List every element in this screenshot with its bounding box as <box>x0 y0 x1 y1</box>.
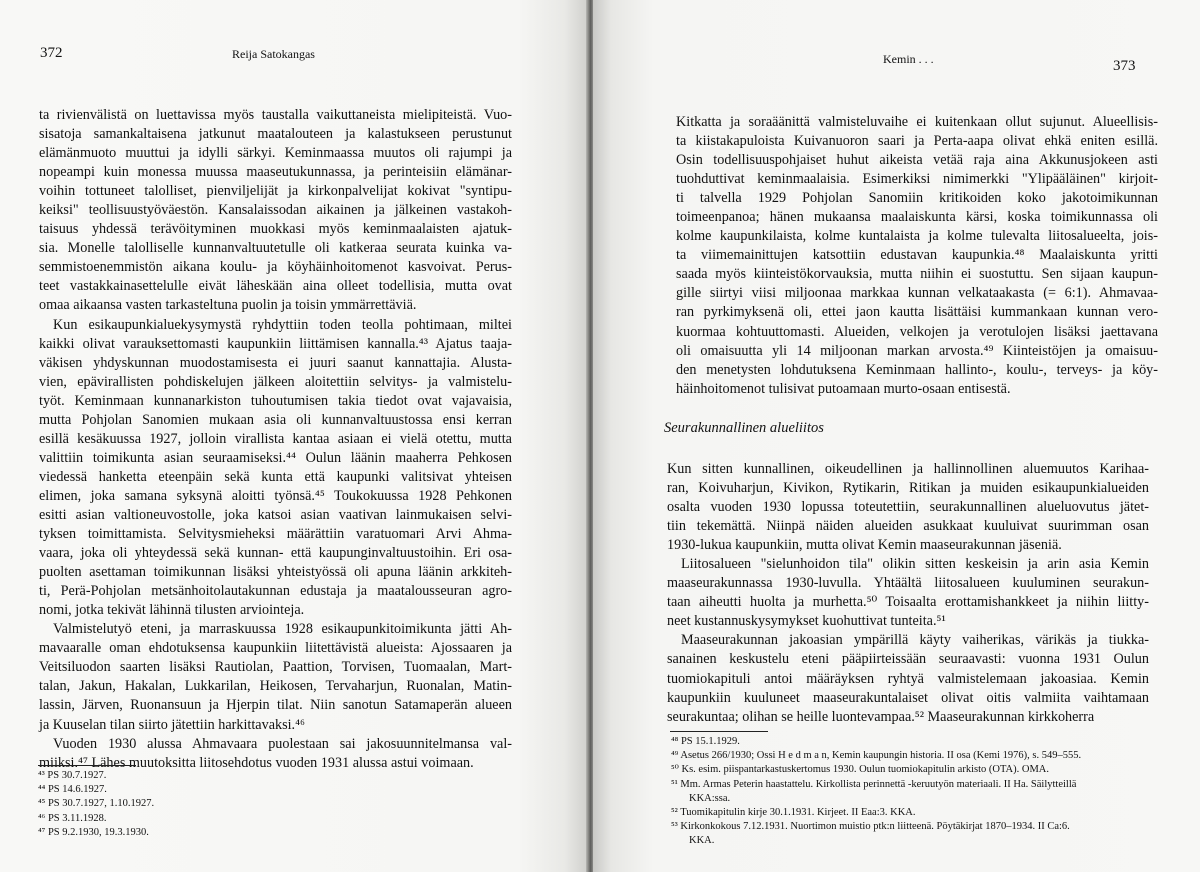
body-text <box>39 106 512 773</box>
text-line: semmistoenemmistön aikana koulu- ja köyhäinhoitomenot kasvoivat. Perus- <box>39 259 512 276</box>
text-line: Kitkatta ja soraäänittä valmisteluvaihe ei kuitenkaan ollut sujunut. Alueellisis- <box>676 114 1158 130</box>
text-line: sia. Monelle talolliselle kunnanvaltuutetulle oli katkeraa seurata kuinka va- <box>39 240 512 257</box>
text-line: saada myös kiinteistökorvauksia, mutta niihin ei suostuttu. Sen sijaan kaupun- <box>676 266 1158 283</box>
text-line: Osin todellisuuspohjaiset huhut aikeista vetää raja aina Akkunusjokeen asti <box>676 152 1158 169</box>
text-line: kolme kaupunkilaista, kolme kuntalaista ja kolme tulevalta liitosalueelta, jois- <box>676 228 1158 245</box>
running-head: Reija Satokangas <box>232 47 315 61</box>
text-line: 1930-lukua kaupunkiin, mutta olivat Kemin maaseurakunnan jäseniä. <box>667 537 1062 554</box>
text-line: tuohduttivat keminmaalaisia. Esimerkiksi nimimerkki "Ylipääläinen" kirjoit- <box>676 171 1158 188</box>
text-line: tuomiokapituli antoi määräyksen ryhtyä valmistelemaan jakoasiaa. Kemin <box>667 670 1149 687</box>
text-line: tiin tekemättä. Niinpä näiden alueiden asukkaat kuuluivat suurimman osan <box>667 518 1149 535</box>
text-line: elämänmuoto muuttui ja idylli särkyi. Keminmaassa muutos oli rajumpi ja <box>39 145 512 162</box>
text-line: ta kiistakapuloista Kuivanuoron saari ja Perta-aapa olivat ehkä eniten esillä. <box>676 133 1158 150</box>
footnote: ⁵² Tuomikapitulin kirje 30.1.1931. Kirjeet. II Eaa:3. KKA. <box>671 807 916 819</box>
text-line: Kun sitten kunnallinen, oikeudellinen ja hallinnollinen aluemuutos Karihaa- <box>667 461 1149 477</box>
text-line: kaupunkiin kuuluneet maaseurakuntalaiset olivat oitis valmiita vaihtamaan <box>667 689 1149 706</box>
text-line: den menetysten lohdutuksena Keminmaan hallinto-, koulu-, terveys- ja köy- <box>676 361 1158 378</box>
text-line: neet kustannuskysymykset kuohuttivat tunteita.⁵¹ <box>667 613 946 630</box>
footnote: ⁴⁵ PS 30.7.1927, 1.10.1927. <box>38 798 155 810</box>
text-line: esitti asian valtioneuvostolle, joka katsoi asian vaativan lainmukaisen selvi- <box>39 506 512 523</box>
text-line: sisatoja samankaltaisena jatkunut maatalouteen ja kalastukseen perustunut <box>39 126 512 143</box>
text-line: ti, Perä-Pohjolan metsänhoitolautakunnan edustaja ja maatalousseuran agro- <box>39 583 512 600</box>
text-line: Vuoden 1930 alussa Ahmavaara puolestaan sai jakosuunnitelmansa val- <box>53 735 512 752</box>
text-line: voihin tottuneet talolliset, pienviljelijät ja kirkonpalvelijat kokivat "syntipu- <box>39 183 512 200</box>
text-line: mutta Pohjolan Sanomien mukaan asia oli kunnanvaltuustossa ensi kerran <box>39 411 512 428</box>
page-number: 372 <box>40 45 63 61</box>
text-line: tyksen toimittamista. Selvitysmieheksi määrättiin varatuomari Arvi Ahma- <box>39 526 512 543</box>
footnote: ⁴⁶ PS 3.11.1928. <box>38 812 107 824</box>
text-line: omaa aikaansa vasten tarkasteltuna puolin ja toisin ymmärrettäviä. <box>39 297 417 314</box>
text-line: kuormaa kohtuuttomasti. Alueiden, velkojen ja verotulojen lisäksi jaettavana <box>676 323 1158 340</box>
text-line: ran pyrkimyksenä oli, ettei jaon kautta lisättäisi kummankaan kunnan vero- <box>676 304 1158 321</box>
section-heading: Seurakunnallinen alueliitos <box>664 420 824 436</box>
footnotes <box>38 769 508 840</box>
text-line: työt. Keminmaan kunnanarkiston tuhoutumisen takia tiedot ovat vajavaisia, <box>39 392 512 409</box>
footnote: KKA:ssa. <box>689 792 731 804</box>
footnote: ⁵³ Kirkonkokous 7.12.1931. Nuortimon muistio ptk:n liitteenä. Pöytäkirjat 1870–1934. II Ca:6. <box>671 821 1070 833</box>
footnote-rule <box>670 731 768 732</box>
text-line: Liitosalueen "sielunhoidon tila" olikin sitten keskeisin ja arin asia Kemin <box>681 556 1149 573</box>
text-line: maaseurakunnassa 1930-luvulla. Yhtäältä liitosalueen kuuluminen seurakun- <box>667 575 1149 592</box>
text-line: kaikki olivat varauksettomasti kaupunkiin liittämisen kannalla.⁴³ Ajatus taaja- <box>39 335 512 352</box>
text-line: ja Kuuselan tilan siirto jätettiin harkittavaksi.⁴⁶ <box>39 716 305 733</box>
text-line: vaara, joka oli yhteydessä sekä kunnan- että kaupunginvaltuustoihin. Eri osa- <box>39 545 512 562</box>
page-number: 373 <box>1113 58 1136 74</box>
text-line: osalta vuoden 1930 lopussa toteutettiin, seurakunnallinen alueluovutus jätet- <box>667 499 1149 516</box>
text-line: taan aiheutti huolta ja murhetta.⁵⁰ Toisaalta erottamishankkeet ja niihin liitty- <box>667 594 1149 611</box>
text-line: Valmistelutyö eteni, ja marraskuussa 1928 esikaupunkitoimikunta jätti Ah- <box>53 621 512 638</box>
footnote: ⁵⁰ Ks. esim. piispantarkastuskertomus 1930. Oulun tuomiokapitulin arkisto (OTA). OMA. <box>671 764 1049 776</box>
text-line: Veitsiluodon saarten lisäksi Rautiolan, Paattion, Torvisen, Tuomaalan, Mart- <box>39 659 512 676</box>
text-line: ran, Koivuharjun, Kivikon, Rytikarin, Ritikan ja muiden esikaupunkialueiden <box>667 480 1149 497</box>
text-line: toimeenpanoa; hänen mukaansa maalaiskunta kärsi, koska toimikunnassa oli <box>676 209 1158 226</box>
left-page <box>0 0 588 872</box>
text-line: sanainen keskustelu eteni pääpiirteissään seuraavasti: vuonna 1931 Oulun <box>667 651 1149 668</box>
text-line: Kun esikaupunkialuekysymystä ryhdyttiin toden teolla pohtimaan, miltei <box>53 316 512 333</box>
text-line: teet vastakkainasettelulle eivät läheskään aina olleet todellisia, mutta ovat <box>39 278 512 295</box>
text-line: vien, epävirallisten pohdiskelujen jälkeen aloitettiin selvitys- ja valmistelu- <box>39 373 512 390</box>
text-line: lassin, Järven, Ruonansuun ja Hjerpin tilat. Niin sanotun Satamaperän alueen <box>39 697 512 714</box>
text-line: ta viimemainittujen katsottiin edustavan kaupunkia.⁴⁸ Maalaiskunta yritti <box>676 247 1158 264</box>
text-line: keiksi" teollisuustyöväestön. Kansalaissodan aikainen ja jälkeinen vastakoh- <box>39 202 512 219</box>
text-line: häinhoitomenot tulisivat putoamaan murto-osaan entisestä. <box>676 380 1011 397</box>
text-line: seurakuntaa; olihan se heille luontevampaa.⁵² Maaseurakunnan kirkkoherra <box>667 708 1095 725</box>
right-page <box>593 0 1200 872</box>
body-text-section <box>667 460 1149 727</box>
footnote: KKA. <box>689 835 715 847</box>
footnote: ⁴³ PS 30.7.1927. <box>38 770 107 781</box>
body-text <box>676 113 1158 399</box>
text-line: nopeampi kuin monessa muussa maaseutukunnassa, ja perinteisiin elämänar- <box>39 164 512 181</box>
text-line: taisuus yhdessä terävöityminen muokkasi myös keminmaalaisten ajatuk- <box>39 221 512 238</box>
footnote-rule <box>38 765 136 766</box>
text-line: gille siirtyi viisi miljoonaa markkaa kunnan velkataakasta (= 6:1). Ahmavaa- <box>676 285 1158 302</box>
text-line: ti talvella 1929 Pohjolan Sanomiin kritikoiden koko jakotoimikunnan <box>676 190 1158 207</box>
text-line: valittiin toimikunta asian seuraamiseksi.⁴⁴ Oulun läänin maaherra Pehkosen <box>39 449 512 466</box>
text-line: talan, Jakun, Hakalan, Lukkarilan, Heikosen, Tervaharjun, Ruonalan, Matin- <box>39 678 512 695</box>
text-line: väkisen yhdyskunnan muodostamisesta ei juuri saanut kannattajia. Alusta- <box>39 354 512 371</box>
text-line: viedessä hanketta eteenpäin sekä kunta että kaupunki valitsivat yhteisen <box>39 468 512 485</box>
text-line: Maaseurakunnan jakoasian ympärillä käyty vaiherikas, värikäs ja tiukka- <box>681 632 1149 649</box>
text-line: nomi, jotka tekivät lähinnä tilusten arviointeja. <box>39 602 305 619</box>
footnote: ⁴⁹ Asetus 266/1930; Ossi H e d m a n, Kemin kaupungin historia. II osa (Kemi 1976), s. 549–555. <box>671 750 1082 762</box>
footnote: ⁴⁸ PS 15.1.1929. <box>671 736 740 747</box>
footnote: ⁴⁷ PS 9.2.1930, 19.3.1930. <box>38 826 149 838</box>
running-head: Kemin . . . <box>883 52 934 66</box>
text-line: puolten asettaman toimikunnan lisäksi yhteistyössä oli apuna läänin arkkiteh- <box>39 564 512 581</box>
footnote: ⁵¹ Mm. Armas Peterin haastattelu. Kirkollista perinnettä -keruutyön materiaali. II Ha. Säilytteillä <box>671 778 1077 790</box>
text-line: ta rivienvälistä on luettavissa myös taustalla vaikuttaneista mielipiteistä. Vuo- <box>39 107 512 123</box>
footnotes <box>671 735 1166 849</box>
text-line: miiksi.⁴⁷ Lähes muutoksitta liitosehdotus vuoden 1931 alussa astui voimaan. <box>39 754 474 771</box>
text-line: oli omaisuutta yli 14 miljoonan markan arvosta.⁴⁹ Kiinteistöjen ja omaisuu- <box>676 342 1158 359</box>
text-line: esillä kesäkuussa 1927, jolloin virallista kantaa asiaan ei vielä otettu, mutta <box>39 430 512 447</box>
footnote: ⁴⁴ PS 14.6.1927. <box>38 784 107 796</box>
text-line: mavaaralle oman ehdotuksensa kaupunkiin liitettävistä alueista: Ajossaaren ja <box>39 640 512 657</box>
text-line: elimen, joka samana syksynä aloitti työnsä.⁴⁵ Toukokuussa 1928 Pehkonen <box>39 487 512 504</box>
